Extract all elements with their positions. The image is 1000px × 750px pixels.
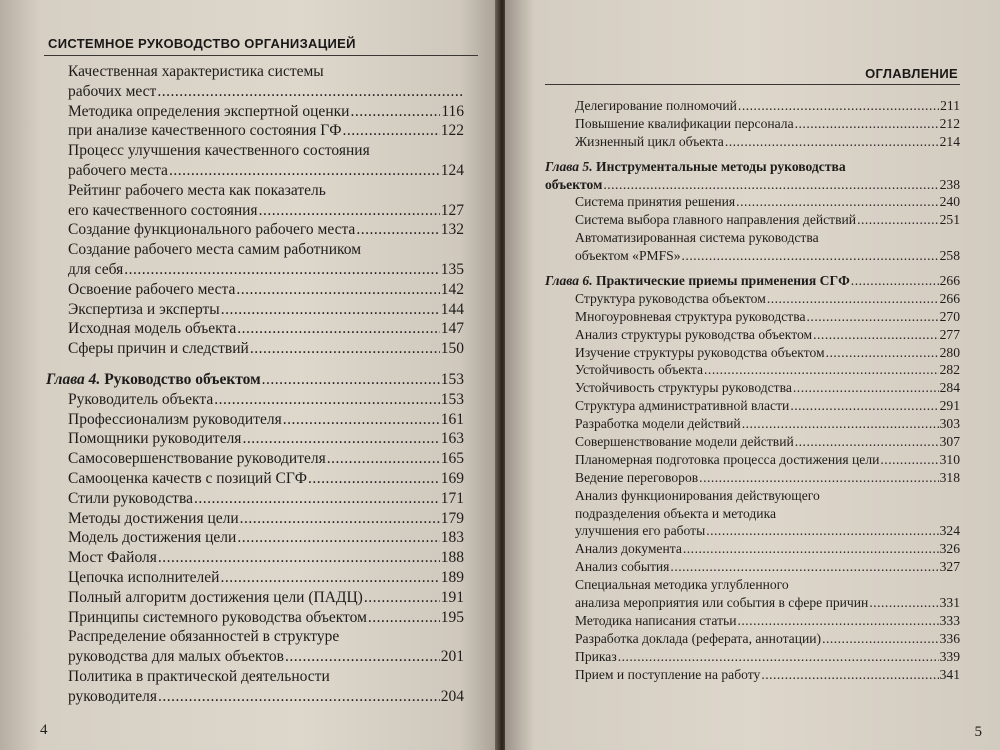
entry-page-number: 333 xyxy=(939,612,960,628)
entry-text: Ведение переговоров xyxy=(575,469,699,485)
chapter-page-number: 266 xyxy=(939,273,960,289)
dot-leader xyxy=(220,568,439,588)
entry-text: Устойчивость объекта xyxy=(575,362,704,378)
entry-text: Политика в практической деятельности xyxy=(68,667,330,685)
toc-entry-line xyxy=(46,339,464,359)
dot-leader xyxy=(807,308,939,326)
entry-page-number: 326 xyxy=(939,541,960,557)
entry-text: Принципы системного руководства объектом xyxy=(68,608,367,626)
dot-leader xyxy=(250,339,440,359)
entry-page-number: 280 xyxy=(939,344,960,360)
entry-text: Полный алгоритм достижения цели (ПАДЦ) xyxy=(68,588,363,606)
right-page xyxy=(505,0,1000,750)
dot-leader xyxy=(682,247,939,265)
chapter-label: Глава 5. xyxy=(545,158,593,174)
dot-leader xyxy=(880,451,938,469)
entry-page-number: 324 xyxy=(939,523,960,539)
dot-leader xyxy=(342,121,439,141)
entry-text: Стили руководства xyxy=(68,489,193,507)
dot-leader xyxy=(214,390,440,410)
entry-text: Структура административной власти xyxy=(575,398,790,414)
toc-entry-line xyxy=(545,415,960,433)
toc-entry-line xyxy=(545,469,960,487)
dot-leader xyxy=(158,687,440,707)
dot-leader xyxy=(236,280,439,300)
entry-page-number: 132 xyxy=(440,221,464,239)
running-head: СИСТЕМНОЕ РУКОВОДСТВО ОРГАНИЗАЦИЕЙ xyxy=(48,36,356,51)
entry-page-number: 122 xyxy=(440,122,464,140)
toc-entry-line xyxy=(545,666,960,684)
chapter-heading xyxy=(46,370,464,390)
toc-entry-line xyxy=(545,361,960,379)
entry-page-number: 195 xyxy=(440,608,464,626)
toc-entry-line xyxy=(46,509,464,529)
table-of-contents-right xyxy=(545,97,960,684)
toc-entry-line xyxy=(545,308,960,326)
chapter-title: Руководство объектом xyxy=(104,370,261,388)
toc-entry-line xyxy=(545,133,960,151)
chapter-title: объектом xyxy=(545,176,603,192)
toc-entry-line xyxy=(545,522,960,540)
entry-page-number: 266 xyxy=(939,290,960,306)
entry-page-number: 142 xyxy=(440,280,464,298)
toc-entry-line xyxy=(545,247,960,265)
entry-text: подразделения объекта и методика xyxy=(575,505,777,521)
entry-text: Изучение структуры руководства объектом xyxy=(575,344,825,360)
dot-leader xyxy=(368,608,440,628)
toc-entry-line xyxy=(46,121,464,141)
entry-page-number: 116 xyxy=(441,102,464,120)
header-rule xyxy=(44,55,478,56)
entry-page-number: 270 xyxy=(939,308,960,324)
chapter-page-number: 153 xyxy=(440,370,464,388)
chapter-title: Инструментальные методы руководства xyxy=(596,158,846,174)
dot-leader xyxy=(237,528,439,548)
dot-leader xyxy=(242,429,439,449)
entry-page-number: 307 xyxy=(939,434,960,450)
toc-entry-line xyxy=(46,469,464,489)
entry-page-number: 201 xyxy=(440,648,464,666)
dot-leader xyxy=(603,176,938,194)
dot-leader xyxy=(350,102,440,122)
entry-text: Делегирование полномочий xyxy=(575,98,737,113)
entry-text: Автоматизированная система руководства xyxy=(575,230,819,246)
chapter-title: Практические приемы применения СГФ xyxy=(596,273,850,289)
entry-text: Цепочка исполнителей xyxy=(68,568,220,586)
toc-entry-line xyxy=(545,540,960,558)
dot-leader xyxy=(169,161,440,181)
toc-entry-line xyxy=(46,319,464,339)
entry-page-number: 310 xyxy=(939,451,960,467)
entry-text: Анализ документа xyxy=(575,541,682,557)
dot-leader xyxy=(795,433,939,451)
toc-entry-line xyxy=(545,97,960,115)
section-gap xyxy=(545,151,960,158)
entry-text: Анализ события xyxy=(575,559,670,575)
toc-entry-line xyxy=(545,612,960,630)
dot-leader xyxy=(761,666,938,684)
entry-page-number: 188 xyxy=(440,549,464,567)
entry-text: Анализ функционирования действующего xyxy=(575,487,820,503)
entry-text: Создание рабочего места самим работником xyxy=(68,241,362,259)
toc-entry-line xyxy=(46,220,464,240)
toc-entry-line xyxy=(545,576,960,594)
dot-leader xyxy=(237,319,439,339)
entry-page-number: 183 xyxy=(440,529,464,547)
entry-text: Методика написания статьи xyxy=(575,612,737,628)
toc-entry-line xyxy=(545,487,960,505)
entry-text: объектом «PMFS» xyxy=(575,248,681,264)
entry-text: Экспертиза и эксперты xyxy=(68,300,220,318)
toc-entry-line xyxy=(545,211,960,229)
entry-text: Приказ xyxy=(575,648,617,664)
toc-entry-line xyxy=(545,433,960,451)
toc-entry-line xyxy=(46,240,464,260)
entry-page-number: 284 xyxy=(939,380,960,396)
entry-page-number: 327 xyxy=(939,559,960,575)
toc-entry-line xyxy=(46,429,464,449)
entry-page-number: 179 xyxy=(440,509,464,527)
toc-entry-line xyxy=(46,608,464,628)
toc-entry-line xyxy=(545,594,960,612)
toc-entry-line xyxy=(545,115,960,133)
dot-leader xyxy=(364,588,440,608)
toc-entry-line xyxy=(46,627,464,647)
dot-leader xyxy=(725,133,939,151)
dot-leader xyxy=(737,612,938,630)
entry-text: Модель достижения цели xyxy=(68,529,237,547)
toc-entry-line xyxy=(46,260,464,280)
dot-leader xyxy=(822,630,939,648)
dot-leader xyxy=(262,370,440,390)
dot-leader xyxy=(790,397,938,415)
chapter-heading xyxy=(545,176,960,194)
entry-text: улучшения его работы xyxy=(575,523,706,539)
entry-text: Методы достижения цели xyxy=(68,509,239,527)
entry-text: Качественная характеристика системы xyxy=(68,63,324,80)
entry-text: Система принятия решения xyxy=(575,194,736,210)
toc-entry-line xyxy=(46,568,464,588)
dot-leader xyxy=(795,115,939,133)
section-gap xyxy=(46,359,464,370)
entry-text: Профессионализм руководителя xyxy=(68,410,282,428)
dot-leader xyxy=(618,648,939,666)
dot-leader xyxy=(869,594,938,612)
toc-entry-line xyxy=(545,451,960,469)
entry-text: Структура руководства объектом xyxy=(575,290,766,306)
entry-page-number: 165 xyxy=(440,450,464,468)
entry-text: Рейтинг рабочего места как показатель xyxy=(68,181,326,199)
dot-leader xyxy=(767,290,939,308)
toc-entry-line xyxy=(46,102,464,122)
dot-leader xyxy=(699,469,938,487)
entry-text: Разработка модели действий xyxy=(575,416,741,432)
toc-entry-line xyxy=(545,344,960,362)
entry-page-number: 169 xyxy=(440,469,464,487)
dot-leader xyxy=(706,522,938,540)
dot-leader xyxy=(283,410,440,430)
entry-page-number: 282 xyxy=(939,362,960,378)
entry-text: Прием и поступление на работу xyxy=(575,666,761,682)
entry-text: Анализ структуры руководства объектом xyxy=(575,326,813,342)
entry-text: Помощники руководителя xyxy=(68,430,242,448)
entry-text: Многоуровневая структура руководства xyxy=(575,308,806,324)
entry-page-number: 318 xyxy=(939,469,960,485)
chapter-label: Глава 4. xyxy=(46,370,101,388)
entry-text: Жизненный цикл объекта xyxy=(575,133,724,149)
toc-entry-line xyxy=(46,588,464,608)
toc-entry-line xyxy=(46,161,464,181)
chapter-heading xyxy=(545,272,960,290)
entry-page-number: 191 xyxy=(440,588,464,606)
entry-text: Процесс улучшения качественного состояния xyxy=(68,142,370,160)
toc-entry-line xyxy=(46,201,464,221)
entry-text: Устойчивость структуры руководства xyxy=(575,380,792,396)
entry-page-number: 171 xyxy=(440,489,464,507)
entry-text: руководителя xyxy=(68,687,158,705)
toc-entry-line xyxy=(545,648,960,666)
chapter-heading xyxy=(545,158,960,176)
chapter-label: Глава 6. xyxy=(545,273,593,289)
entry-page-number: 341 xyxy=(939,666,960,682)
dot-leader xyxy=(704,361,939,379)
toc-entry-line xyxy=(46,647,464,667)
entry-text: его качественного состояния xyxy=(68,201,258,219)
toc-entry-line xyxy=(545,193,960,211)
entry-text: при анализе качественного состояния ГФ xyxy=(68,122,342,140)
entry-text: рабочего места xyxy=(68,161,168,179)
dot-leader xyxy=(240,509,440,529)
dot-leader xyxy=(157,82,463,102)
toc-entry-line xyxy=(46,449,464,469)
dot-leader xyxy=(221,300,440,320)
entry-page-number: 277 xyxy=(939,326,960,342)
section-gap xyxy=(545,265,960,272)
dot-leader xyxy=(851,272,939,290)
entry-text: анализа мероприятия или события в сфере причин xyxy=(575,595,869,611)
entry-page-number: 240 xyxy=(939,194,960,210)
toc-entry-line xyxy=(46,280,464,300)
entry-text: руководства для малых объектов xyxy=(68,648,284,666)
entry-page-number: 291 xyxy=(939,398,960,414)
entry-page-number: 212 xyxy=(939,115,960,131)
entry-text: Разработка доклада (реферата, аннотации) xyxy=(575,630,822,646)
entry-page-number: 204 xyxy=(440,687,464,705)
entry-text: Исходная модель объекта xyxy=(68,320,237,338)
entry-text: Руководитель объекта xyxy=(68,390,214,408)
toc-entry-line xyxy=(545,229,960,247)
entry-page-number: 303 xyxy=(939,416,960,432)
entry-text: Самооценка качеств с позиций СГФ xyxy=(68,469,308,487)
toc-entry-line xyxy=(545,630,960,648)
entry-page-number: 135 xyxy=(440,260,464,278)
toc-entry-line xyxy=(46,687,464,707)
entry-page-number: 153 xyxy=(440,390,464,408)
dot-leader xyxy=(857,211,939,229)
toc-entry-line xyxy=(545,379,960,397)
toc-entry-line xyxy=(545,290,960,308)
toc-entry-line xyxy=(545,505,960,523)
dot-leader xyxy=(793,379,939,397)
entry-page-number: 336 xyxy=(939,630,960,646)
toc-entry-line xyxy=(46,181,464,201)
dot-leader xyxy=(670,558,938,576)
header-rule xyxy=(545,84,960,85)
entry-page-number: 161 xyxy=(440,410,464,428)
page-number: 4 xyxy=(40,722,48,738)
toc-entry-line xyxy=(46,410,464,430)
entry-text: Повышение квалификации персонала xyxy=(575,115,794,131)
entry-text: Планомерная подготовка процесса достижения цели xyxy=(575,451,880,467)
entry-text: рабочих мест xyxy=(68,82,157,100)
entry-page-number: 251 xyxy=(939,212,960,228)
entry-page-number: 214 xyxy=(939,133,960,149)
dot-leader xyxy=(259,201,440,221)
table-of-contents-left xyxy=(46,62,464,707)
toc-entry-line xyxy=(46,667,464,687)
entry-page-number: 258 xyxy=(939,248,960,264)
entry-text: для себя xyxy=(68,260,124,278)
dot-leader xyxy=(736,193,938,211)
entry-text: Мост Файоля xyxy=(68,549,157,567)
dot-leader xyxy=(327,449,440,469)
toc-entry-line xyxy=(46,141,464,161)
entry-text: Система выбора главного направления действий xyxy=(575,212,857,228)
toc-entry-line xyxy=(46,300,464,320)
dot-leader xyxy=(124,260,440,280)
entry-page-number: 124 xyxy=(440,161,464,179)
entry-text: Методика определения экспертной оценки xyxy=(68,102,350,120)
dot-leader xyxy=(158,548,440,568)
entry-text: Специальная методика углубленного xyxy=(575,577,789,593)
entry-text: Самосовершенствование руководителя xyxy=(68,450,326,468)
toc-entry-line xyxy=(545,558,960,576)
toc-entry-line xyxy=(46,62,464,82)
entry-text: Совершенствование модели действий xyxy=(575,434,794,450)
toc-entry-line xyxy=(46,82,464,102)
toc-entry-line xyxy=(545,326,960,344)
entry-page-number: 163 xyxy=(440,430,464,448)
toc-entry-line xyxy=(46,390,464,410)
toc-entry-line xyxy=(545,397,960,415)
entry-text: Освоение рабочего места xyxy=(68,280,236,298)
dot-leader xyxy=(683,540,939,558)
toc-entry-line xyxy=(46,489,464,509)
entry-text: Сферы причин и следствий xyxy=(68,340,249,358)
dot-leader xyxy=(285,647,440,667)
dot-leader xyxy=(738,97,939,115)
dot-leader xyxy=(826,344,939,362)
chapter-page-number: 238 xyxy=(939,176,960,192)
dot-leader xyxy=(308,469,440,489)
running-head: ОГЛАВЛЕНИЕ xyxy=(865,66,958,81)
toc-entry-line xyxy=(46,548,464,568)
entry-page-number: 211 xyxy=(940,98,960,113)
entry-page-number: 339 xyxy=(939,648,960,664)
entry-page-number: 144 xyxy=(440,300,464,318)
dot-leader xyxy=(356,220,439,240)
dot-leader xyxy=(194,489,440,509)
page-number: 5 xyxy=(974,724,982,740)
entry-page-number: 150 xyxy=(440,340,464,358)
dot-leader xyxy=(742,415,939,433)
entry-page-number: 147 xyxy=(440,320,464,338)
entry-text: Создание функционального рабочего места xyxy=(68,221,356,239)
toc-entry-line xyxy=(46,528,464,548)
entry-page-number: 127 xyxy=(440,201,464,219)
entry-text: Распределение обязанностей в структуре xyxy=(68,628,340,646)
entry-page-number: 189 xyxy=(440,568,464,586)
entry-page-number: 331 xyxy=(939,595,960,611)
dot-leader xyxy=(813,326,938,344)
